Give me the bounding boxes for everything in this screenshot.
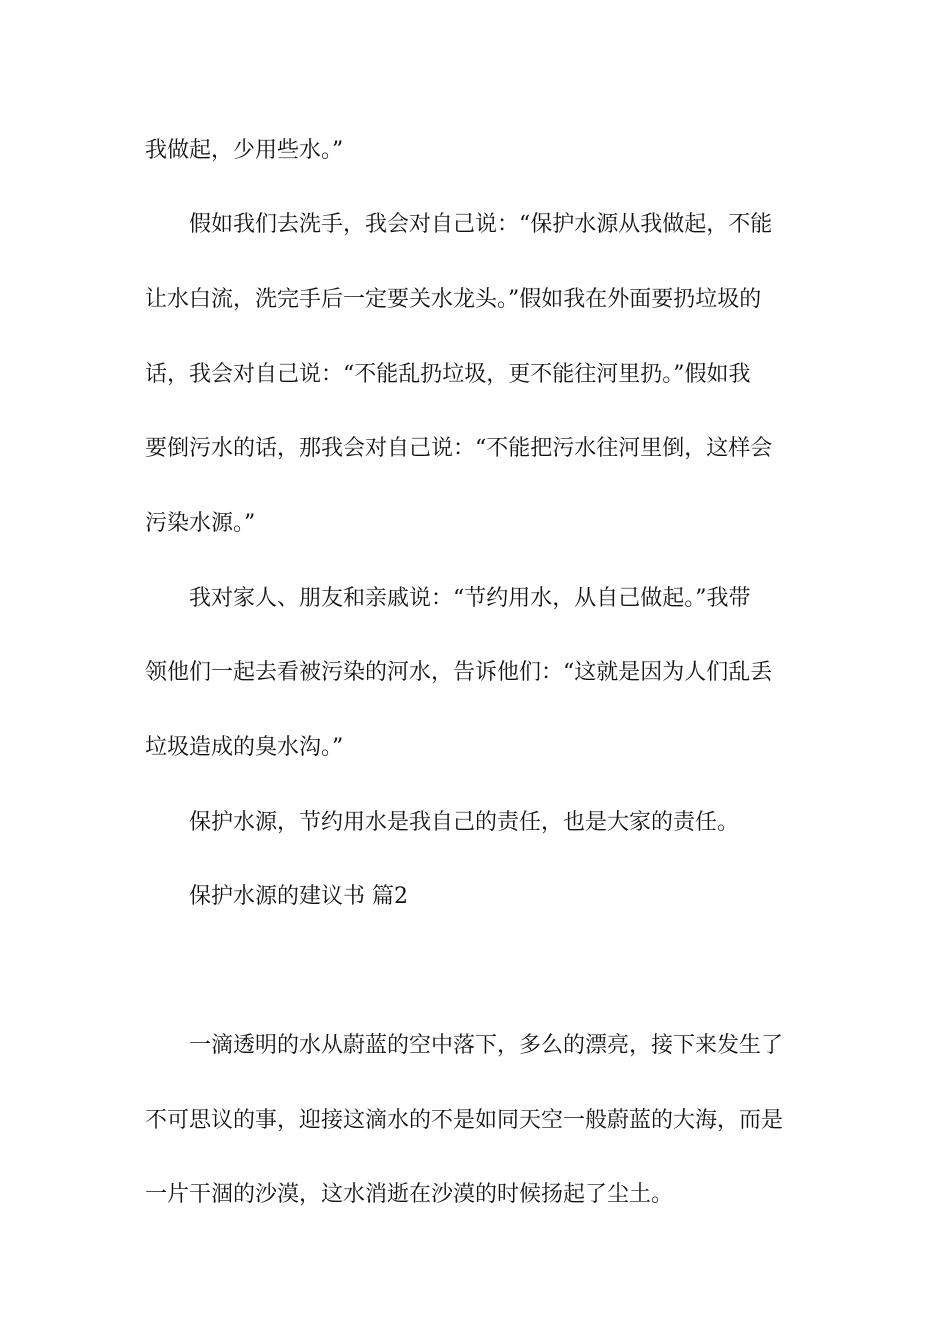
text-line: 污染水源。” (145, 511, 256, 536)
text-line: 让水白流，洗完手后一定要关水龙头。”假如我在外面要扔垃圾的 (145, 287, 762, 312)
text-line: 一滴透明的水从蔚蓝的空中落下，多么的漂亮，接下来发生了 (189, 1033, 784, 1058)
section-heading: 保护水源的建议书 篇2 (189, 884, 408, 909)
text-line: 一片干涸的沙漠，这水消逝在沙漠的时候扬起了尘土。 (145, 1182, 674, 1207)
text-line: 我做起，少用些水。” (145, 138, 344, 163)
text-line: 保护水源，节约用水是我自己的责任，也是大家的责任。 (189, 810, 740, 835)
text-line: 我对家人、朋友和亲戚说：“节约用水，从自己做起。”我带 (189, 586, 751, 611)
text-line: 领他们一起去看被污染的河水，告诉他们：“这就是因为人们乱丢 (145, 660, 773, 685)
text-line: 话，我会对自己说：“不能乱扔垃圾，更不能往河里扔。”假如我 (145, 362, 751, 387)
text-line: 垃圾造成的臭水沟。” (145, 735, 344, 760)
text-line: 不可思议的事，迎接这滴水的不是如同天空一般蔚蓝的大海，而是 (145, 1108, 784, 1133)
text-line: 假如我们去洗手，我会对自己说：“保护水源从我做起，不能 (189, 212, 773, 237)
text-line: 要倒污水的话，那我会对自己说：“不能把污水往河里倒，这样会 (145, 436, 773, 461)
